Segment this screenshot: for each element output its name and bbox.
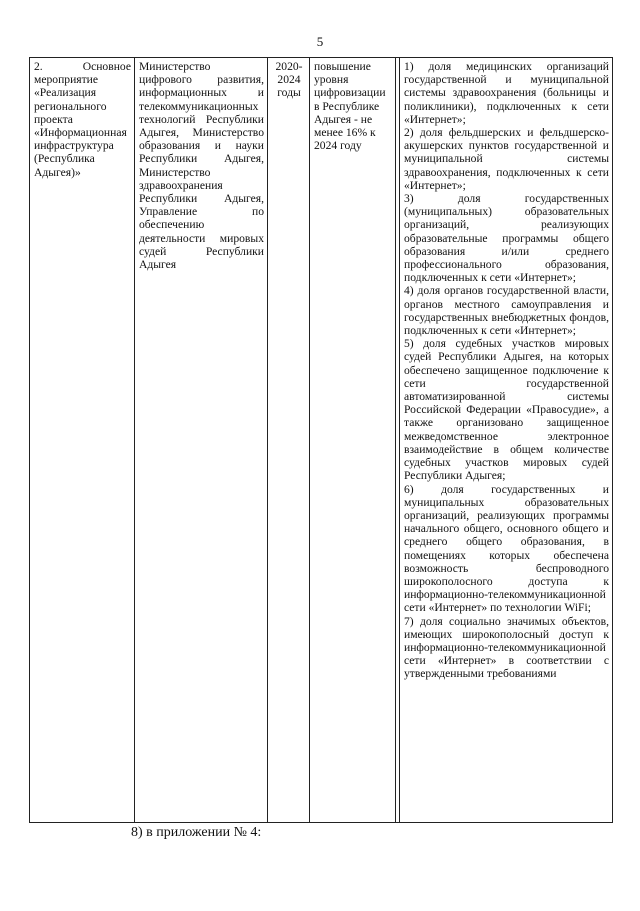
indicator-item: 2) доля фельдшерских и фельдшерско-акушерских пунктов государственной и муниципальной системы здравоохранения, подключенных к сети «Интернет»; <box>404 126 609 192</box>
appendix-line: 8) в приложении № 4: <box>131 825 262 840</box>
indicator-item: 6) доля государственных и муниципальных образовательных организаций, реализующих программы начального общего, основного общего и среднего общего образования, в помещениях которых обеспечена возможность беспроводного широкополосного доступа к информационно-телекоммуникационной сети «Интернет» по технологии WiFi; <box>404 482 609 615</box>
indicator-item: 3) доля государственных (муниципальных) образовательных организаций, реализующих образовательные программы общего образования и/или среднего профессионального образования, подключенных к сети «Интернет»; <box>404 192 609 285</box>
indicators-cell <box>400 58 613 823</box>
period-cell: 2020-2024 годы <box>268 58 310 823</box>
executors-cell: Министерство цифрового развития, информационных и телекоммуникационных технологий Республики Адыгея, Министерство образования и науки Республики Адыгея, Министерство здравоохранения Республики Адыгея, Управление по обеспечению деятельности мировых судей Республики Адыгея <box>135 58 268 823</box>
indicator-item: 7) доля социально значимых объектов, имеющих широкополосный доступ к информационно-телекоммуникационной сети «Интернет» в соответствии с утвержденными требованиями <box>404 614 609 681</box>
indicator-item: 1) доля медицинских организаций государственной и муниципальной системы здравоохранения (больницы и поликлиники), подключенных к сети «Интернет»; <box>404 60 609 126</box>
page-number: 5 <box>316 34 324 49</box>
indicator-item: 4) доля органов государственной власти, органов местного самоуправления и государственных внебюджетных фондов, подключенных к сети «Интернет»; <box>404 284 609 338</box>
event-cell: 2. Основное мероприятие «Реализация регионального проекта «Информационная инфраструктура (Республика Адыгея)» <box>30 58 135 823</box>
indicator-item: 5) доля судебных участков мировых судей Республики Адыгея, на которых обеспечено защищенное подключение к сети государственной автоматизированной системы Российской Федерации «Правосудие», а также организовано защищенное межведомственное электронное взаимодействие в общем количестве судебных участков мировых судей Республики Адыгея; <box>404 337 609 483</box>
table-row <box>30 58 613 823</box>
program-table <box>29 57 613 823</box>
result-cell: повышение уровня цифровизации в Республике Адыгея - не менее 16% к 2024 году <box>310 58 396 823</box>
